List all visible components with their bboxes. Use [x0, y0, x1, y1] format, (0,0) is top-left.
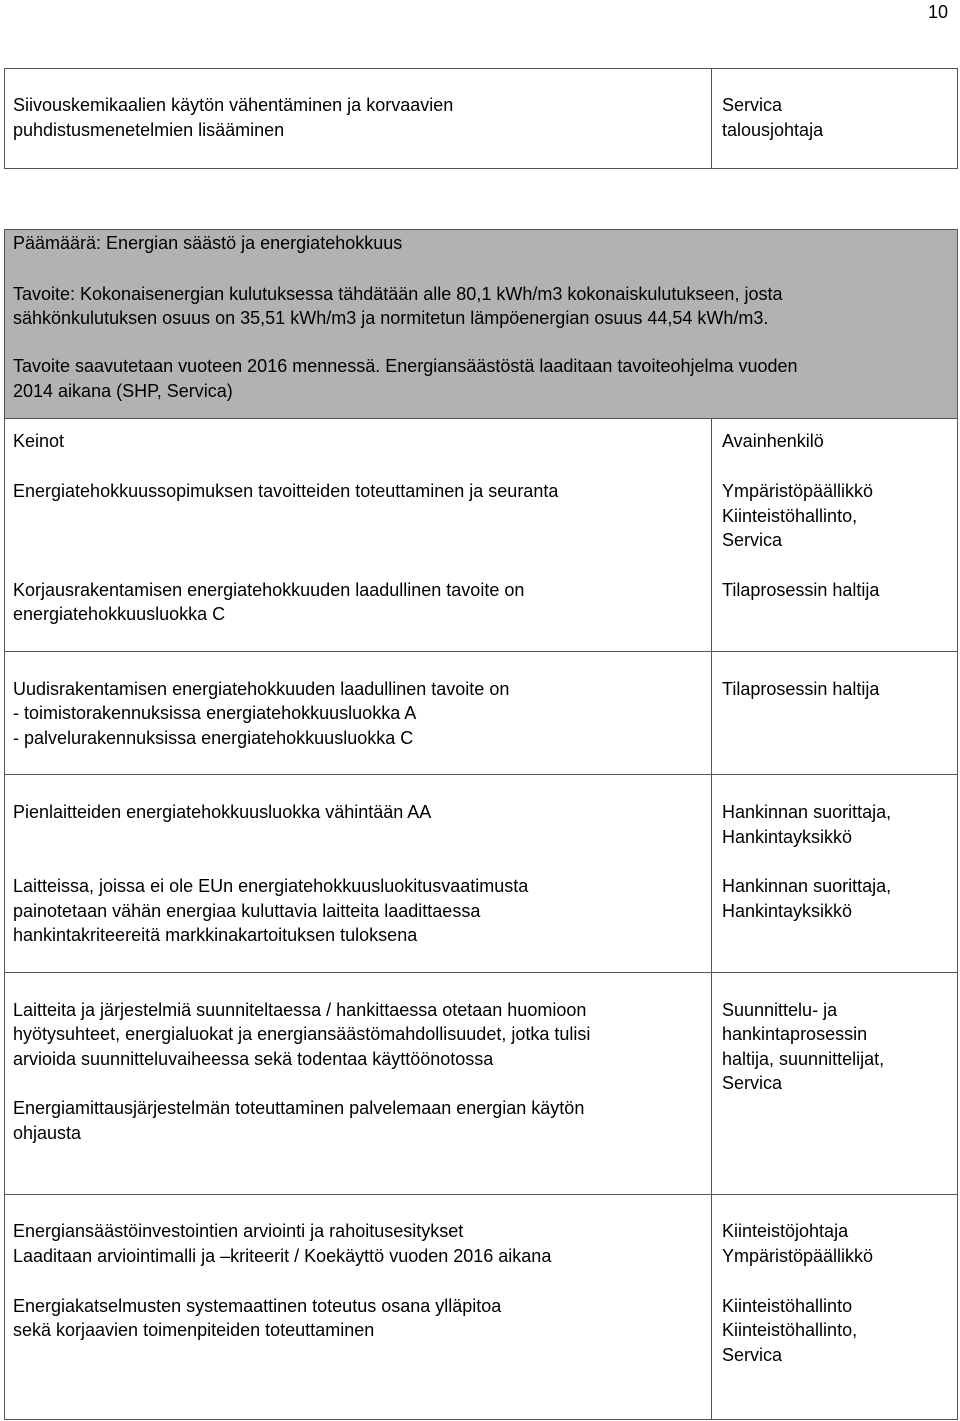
owner-text: Tilaprosessin haltija: [722, 679, 880, 699]
owner-text: Kiinteistöhallinto,: [722, 506, 858, 526]
means-text: - toimistorakennuksissa energiatehokkuusluokka A: [13, 703, 417, 723]
means-text: Laitteita ja järjestelmiä suunniteltaessa / hankittaessa otetaan huomioon: [13, 1000, 587, 1020]
owner-text: hankintaprosessin: [722, 1024, 868, 1044]
means-text: Korjausrakentamisen energiatehokkuuden laadullinen tavoite on: [13, 580, 525, 600]
owner-text: Hankintayksikkö: [722, 901, 853, 921]
goal-timeline-line-2: 2014 aikana (SHP, Servica): [13, 381, 233, 401]
top-action-line-1: Siivouskemikaalien käytön vähentäminen ja korvaavien: [13, 95, 454, 115]
owner-text: Ympäristöpäällikkö: [722, 1246, 874, 1266]
top-owner-line-2: talousjohtaja: [722, 120, 824, 140]
owner-text: Kiinteistöhallinto: [722, 1296, 853, 1316]
owner-text: Ympäristöpäällikkö: [722, 481, 874, 501]
means-text: Energiansäästöinvestointien arviointi ja rahoitusesitykset: [13, 1221, 464, 1241]
owner-text: Hankinnan suorittaja,: [722, 802, 892, 822]
means-text: Laaditaan arviointimalli ja –kriteerit / Koekäyttö vuoden 2016 aikana: [13, 1246, 552, 1266]
means-text: painotetaan vähän energiaa kuluttavia laitteita laadittaessa: [13, 901, 481, 921]
goal-timeline-line-1: Tavoite saavutetaan vuoteen 2016 mennessä. Energiansäästöstä laaditaan tavoiteohjelma vuoden: [13, 356, 798, 376]
owner-text: Kiinteistöjohtaja: [722, 1221, 849, 1241]
row-divider: [4, 1194, 958, 1195]
goal-target-line-1: Tavoite: Kokonaisenergian kulutuksessa tähdätään alle 80,1 kWh/m3 kokonaiskulutukseen, josta: [13, 284, 783, 304]
row-divider: [4, 972, 958, 973]
owner-text: Kiinteistöhallinto,: [722, 1320, 858, 1340]
owner-text: haltija, suunnittelijat,: [722, 1049, 885, 1069]
header-means: Keinot: [13, 431, 65, 451]
owner-text: Hankinnan suorittaja,: [722, 876, 892, 896]
means-text: Laitteissa, joissa ei ole EUn energiatehokkuusluokitusvaatimusta: [13, 876, 529, 896]
owner-text: Suunnittelu- ja: [722, 1000, 838, 1020]
means-text: sekä korjaavien toimenpiteiden toteuttaminen: [13, 1320, 375, 1340]
owner-text: Servica: [722, 1073, 783, 1093]
means-text: Pienlaitteiden energiatehokkuusluokka vähintään AA: [13, 802, 432, 822]
goal-target-line-2: sähkönkulutuksen osuus on 35,51 kWh/m3 ja normitetun lämpöenergian osuus 44,54 kWh/m3.: [13, 308, 769, 328]
measures-table-divider: [711, 418, 712, 1420]
means-text: ohjausta: [13, 1123, 82, 1143]
means-text: Energiamittausjärjestelmän toteuttaminen palvelemaan energian käytön: [13, 1098, 585, 1118]
row-divider: [4, 651, 958, 652]
owner-text: Tilaprosessin haltija: [722, 580, 880, 600]
row-divider: [4, 774, 958, 775]
top-action-line-2: puhdistusmenetelmien lisääminen: [13, 120, 285, 140]
top-table-divider: [711, 68, 712, 169]
header-owner: Avainhenkilö: [722, 431, 824, 451]
top-owner-line-1: Servica: [722, 95, 783, 115]
means-text: hankintakriteereitä markkinakartoituksen tuloksena: [13, 925, 418, 945]
means-text: arvioida suunnitteluvaiheessa sekä todentaa käyttöönotossa: [13, 1049, 494, 1069]
page-number: 10: [927, 2, 948, 22]
means-text: Uudisrakentamisen energiatehokkuuden laadullinen tavoite on: [13, 679, 510, 699]
means-text: energiatehokkuusluokka C: [13, 604, 226, 624]
means-text: hyötysuhteet, energialuokat ja energiansäästömahdollisuudet, jotka tulisi: [13, 1024, 591, 1044]
means-text: Energiakatselmusten systemaattinen toteutus osana ylläpitoa: [13, 1296, 502, 1316]
means-text: Energiatehokkuussopimuksen tavoitteiden toteuttaminen ja seuranta: [13, 481, 559, 501]
owner-text: Hankintayksikkö: [722, 827, 853, 847]
owner-text: Servica: [722, 1345, 783, 1365]
goal-title: Päämäärä: Energian säästö ja energiatehokkuus: [13, 233, 403, 253]
means-text: - palvelurakennuksissa energiatehokkuusluokka C: [13, 728, 414, 748]
owner-text: Servica: [722, 530, 783, 550]
